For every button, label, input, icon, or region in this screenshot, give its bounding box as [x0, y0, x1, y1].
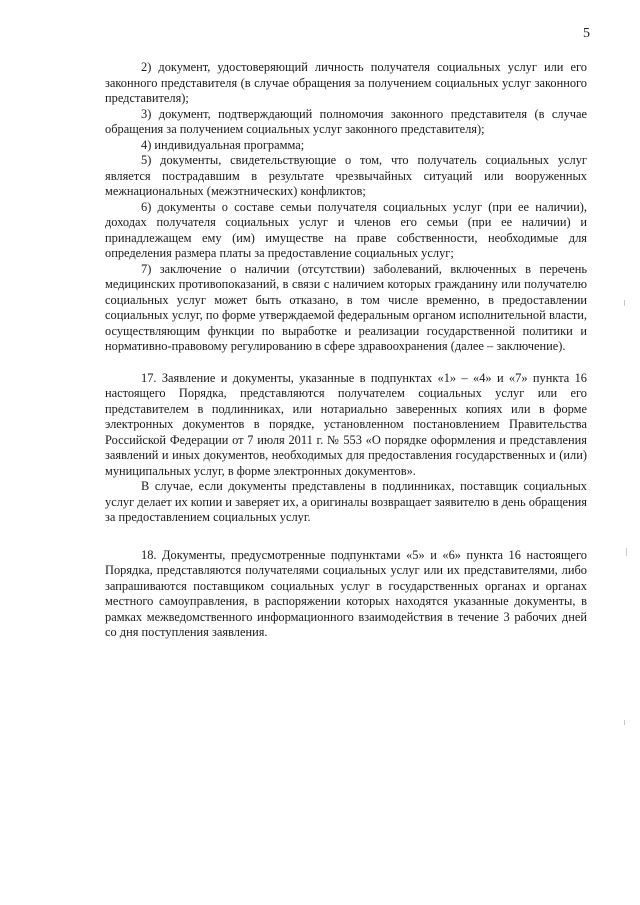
page-number: 5	[583, 26, 590, 41]
paragraph-item-2: 2) документ, удостоверяющий личность получателя социальных услуг или его законного представителя (в случае обращения за получением социальных услуг законного представителя);	[105, 60, 587, 105]
document-body	[105, 60, 587, 641]
paragraph-item-5: 5) документы, свидетельствующие о том, что получатель социальных услуг является пострадавшим в результате чрезвычайных ситуаций или вооруженных межнациональных (межэтнических) конфликтов;	[105, 153, 587, 198]
paragraph-clause-18: 18. Документы, предусмотренные подпунктами «5» и «6» пункта 16 настоящего Порядка, представляются получателями социальных услуг или их представителями, либо запрашиваются поставщиком социальных услуг в государственных органах и органах местного самоуправления, в распоряжении которых находятся указанные документы, в рамках межведомственного информационного взаимодействия в течение 3 рабочих дней со дня поступления заявления.	[105, 547, 587, 639]
paragraph-item-6: 6) документы о составе семьи получателя социальных услуг (при ее наличии), доходах получателя социальных услуг и членов его семьи (при ее наличии) и принадлежащем ему (им) имуществе на праве собственности, необходимые для определения размера платы за предоставление социальных услуг;	[105, 199, 587, 260]
scan-artifact	[626, 548, 627, 556]
paragraph-clause-17-originals: В случае, если документы представлены в подлинниках, поставщик социальных услуг делает их копии и заверяет их, а оригиналы возвращает заявителю в день обращения за предоставлением социальных услуг.	[105, 479, 587, 524]
scan-artifact	[624, 300, 625, 306]
paragraph-item-7: 7) заключение о наличии (отсутствии) заболеваний, включенных в перечень медицинских противопоказаний, в связи с наличием которых гражданину или получателю социальных услуг может быть отказано, в том числе временно, в предоставлении социальных услуг, по форме утверждаемой федеральным органом исполнительной власти, осуществляющим функции по выработке и реализации государственной политики и нормативно-правовому регулированию в сфере здравоохранения (далее – заключение).	[105, 261, 587, 353]
scan-artifact	[624, 720, 625, 725]
paragraph-clause-17: 17. Заявление и документы, указанные в подпунктах «1» – «4» и «7» пункта 16 настоящего Порядка, представляются получателем социальных услуг или его представителем в подлинниках, или нотариально заверенных копиях или в форме электронных документов в порядке, установленном постановлением Правительства Российской Федерации от 7 июля 2011 г. № 553 «О порядке оформления и представления заявлений и иных документов, необходимых для предоставления государственных и (или) муниципальных услуг, в форме электронных документов».	[105, 370, 587, 478]
paragraph-item-4: 4) индивидуальная программа;	[141, 137, 305, 152]
paragraph-item-3: 3) документ, подтверждающий полномочия законного представителя (в случае обращения за получением социальных услуг законного представителя);	[105, 106, 587, 136]
